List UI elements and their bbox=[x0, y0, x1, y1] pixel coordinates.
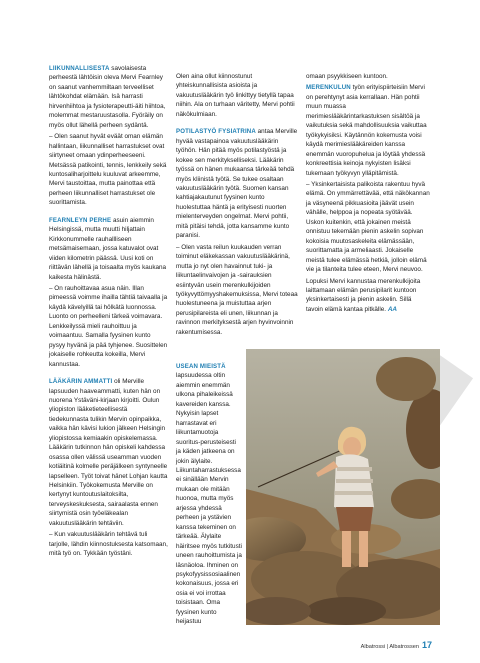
page-footer bbox=[361, 640, 432, 650]
lead-in: FEARNLEYN PERHE bbox=[49, 216, 112, 224]
lead-in: LÄÄKÄRIN AMMATTI bbox=[49, 378, 113, 386]
lead-in: MERENKULUN bbox=[306, 84, 351, 92]
publication-name: Albatrossi | Albatrossen bbox=[360, 644, 419, 650]
paragraph-text: savolaisesta perheestä lähtöisin oleva Mervi Fearnley on saanut vanhemmiltaan terveelliset lähtökohdat elämään. Isä harrasti hirvenhiihtoa ja fysioterapeutti-äiti hiihtoa, molemmat mestaruustasolla. Fyöräily on myös ollut lähellä perheen sydäntä. bbox=[49, 65, 166, 129]
paragraph bbox=[306, 180, 430, 275]
paragraph bbox=[49, 132, 168, 208]
paragraph bbox=[176, 127, 300, 240]
paragraph-text: antaa Merville hyvää vastapainoa vakuutuslääkärin työhön. Hän pitää myös potilastyöstä ja kokee sen merkitykselliseksi. Lääkärin työssä on hänen mukaansa tärkeää tehdä myös kliinistä työtä. Se tukee osaltaan vakuutuslääkärin työtä. Suomen kansan kahtiajakautunut fyysinen kunto huolestuttaa häntä ja erityisesti nuorten mielenterveyden ongelmat. Mervi pohtii, mitä pitäisi tehdä, jotta kansamme kunto paranisi. bbox=[176, 128, 298, 240]
column-2 bbox=[176, 72, 300, 339]
page-number: 17 bbox=[421, 640, 432, 650]
lead-in: POTILASTYÖ FYSIATRINA bbox=[176, 128, 256, 136]
paragraph-text: Lopuksi Mervi kannustaa merenkulkijoita laittamaan elämän perusipilarit kuntoon yksinkertaisesti ja pienin askelin. Sillä tavoin elämä kantaa pitkälle. bbox=[306, 277, 421, 313]
paragraph bbox=[49, 284, 168, 369]
paragraph bbox=[306, 72, 430, 81]
paragraph-text: – Olen saanut hyvät eväät oman elämän hallintaan, liikunnalliset harrastukset ovat siirtyneet omaan ydinperheeseeni. Metsässä patikointi, tennis, lenkkeily sekä kuntosaliharjoittelu kuuluvat arkeemme, Mervi taustoittaa, mutta painottaa että perheen liikunnalliset harrastukset ole suorittamista. bbox=[49, 133, 167, 207]
paragraph-text: – Yksinkertaisista palikoista rakentuu hyvä elämä. On ymmärrettävää, että näkökannan ja väsyneenä pikkuasioita jäävät usein vähälle, helppoa ja nopeata syötävää. Uskon kuitenkin, että jokainen meistä onnistuu tekemään pienin askelin sopivan kokoisia muutosaskeleita elämässään, suorittamatta ja armeliaasti. Jokaiselle meistä tulee elämässä hetkiä, jolloin elämä vie ja tilanteita tulee eteen, Mervi neuvoo. bbox=[306, 180, 430, 274]
column-2-lower bbox=[176, 362, 242, 627]
paragraph bbox=[49, 216, 168, 282]
paragraph-text: – Kun vakuutuslääkärin tehtävä tuli tarjolle, lähdin kiinnostuksesta katsomaan, mitä työ on. Tykkään työstäni. bbox=[49, 531, 168, 558]
column-3 bbox=[306, 72, 430, 316]
paragraph bbox=[49, 64, 168, 130]
paragraph-text: Olen aina ollut kiinnostunut yhteiskunnallisista asioista ja vakuutuslääkärin työ linkittyy tietyllä tapaa niihin. Ala on turhaan väritetty, Mervi pohtii näkökulmiaan. bbox=[176, 73, 295, 118]
paragraph bbox=[49, 377, 168, 528]
paragraph bbox=[306, 83, 430, 178]
column-1 bbox=[49, 64, 168, 561]
paragraph-text: omaan psyykkiseen kuntoon. bbox=[306, 73, 388, 80]
lead-in: LIIKUNNALLISESTA bbox=[49, 65, 110, 72]
author-signoff: AA bbox=[387, 305, 397, 313]
paragraph-text: työn erityispiirteisiin Mervi on perehtynyt asia kerrallaan. Hän pohtii muun muassa merimieslääkärintarkastuksen sisältöä ja vaikutuksia sekä mahdollisuuksia vaikuttaa työkykyisiksi. Käytännön kokemusta voisi käydä merimieslääkäreiden kanssa enemmän vuoropuhelua ja löytää yhdessä konkreettisia keinoja nykyisten lisäksi tukemaan työkyvyn ylläpitämistä. bbox=[306, 84, 427, 177]
photo-illustration bbox=[246, 349, 440, 625]
paragraph-text: lapsuudessa oltin aiemmin enemmän ulkona pihaleikeissä kavereiden kanssa. Nykyisin lapset harrastavat eri liikuntamuotoja suoritus-perusteisesti ja käden jatkeena on jokin älylaite. Liikuntaharrastuksessa ei sinällään Mervin mukaan ole mitään huonoa, mutta myös arjessa yhdessä perheen ja ystävien kanssa tekeminen on tärkeää. Älylaite häiritsee myös tutkitusti uneen rauhoittumista ja läsnäoloa. Ihminen on psykofyysissosiaalinen kokonaisuus, jossa eri osia ei voi irrottaa toisistaan. Oma fyysinen kunto heijastuu bbox=[176, 372, 242, 626]
paragraph bbox=[176, 72, 300, 119]
paragraph bbox=[176, 362, 242, 627]
paragraph-text: – Olen vasta reilun kuukauden verran toiminut eläkekassan vakuutuslääkärinä, mutta jo nyt olen havainnut tuki- ja liikuntaelinvaivojen ja -sairauksien esiintyvän usein merenkulkijoiden työkyvyttömyyshakemuksissa, Mervi toteaa huolestuneena ja muistuttaa arjen perusipilareista eli unen, liikunnan ja ravinnon merkityksestä arjen hyvinvoinnin rakentumisessa. bbox=[176, 243, 298, 336]
lead-in: USEAN MIEISTÄ bbox=[176, 363, 226, 370]
paragraph bbox=[49, 530, 168, 558]
childhood-photo bbox=[246, 349, 440, 625]
paragraph bbox=[306, 277, 430, 315]
paragraph-text: asuin aiemmin Helsingissä, mutta muutti hiljattain Kirkkonummelle rauhallliseen metsämaisemaan, jossa katuvalot ovat viiden kilometrin päässä. Uusi koti on riittävän lähellä ja toisaalta myös kaukana kaikesta hälinästä. bbox=[49, 216, 167, 281]
paragraph-text: oli Merville lapsuuden haaveammatti, kuten hän on nuorena Ystäväni-kirjaan kirjoitti. Oulun yliopiston lääketieteellisestä tiedekunnasta tulikin Mervin opinpaikka, vaikka hän kävisi lukion jälkeen Helsingin yliopistossa kemiaakin opiskelemassa. Lääkärin tutkinnon hän opiskeli kahdessa osassa ollen välissä useamman vuoden kotiäitinä kolmelle peräjälkeen syntyneelle lapselleen. Työt toivat hänet Lohjan kautta Helsinkiin. Työkokemusta Merville on kertynyt kuntoutuslaitoksilta, terveyskeskuksesta, sairaalasta ennen siirtymistä osin työeläkealan vakuutuslääkärin tehtäviin. bbox=[49, 378, 168, 527]
paragraph-text: – On rauhoittavaa asua näin. Illan pimeessä voimme ihailla tähtiä taivaalla ja käydä kävelyillä tai hölkätä luonnossa. Luonto on perheelleni tärkeä voimavara. Lenkkeilyssä mieli rauhoittuu ja voimaantuu. Samalla fyysinen kunto pysyy hyvänä ja pää tyhjenee. Suosittelen jokaiselle rohkeutta kokeilla, Mervi kannustaa. bbox=[49, 284, 168, 368]
paragraph bbox=[176, 243, 300, 338]
